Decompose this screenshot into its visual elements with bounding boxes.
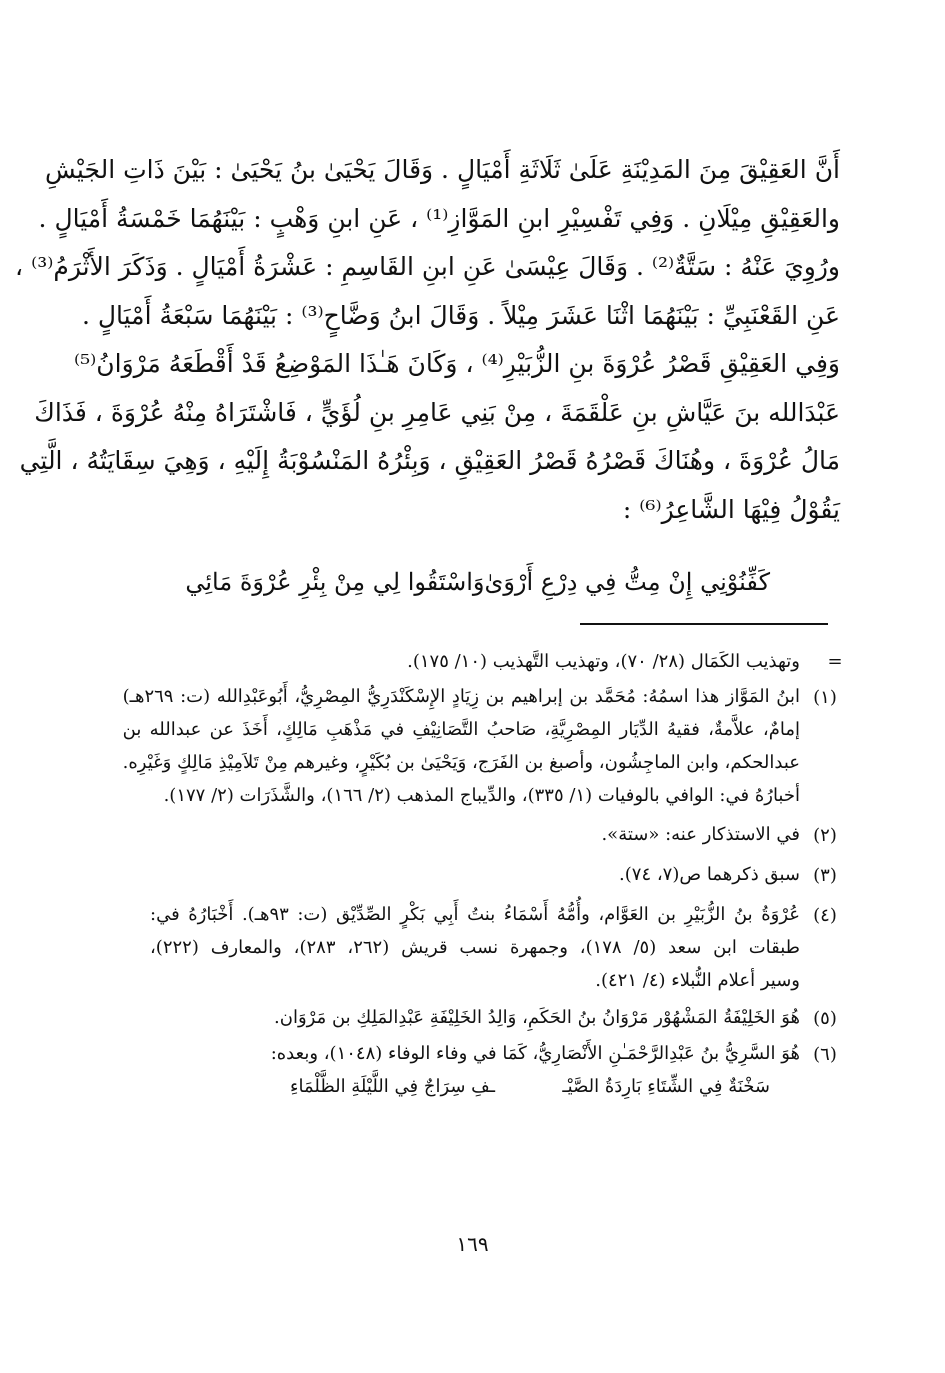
footnote-3 <box>150 858 850 894</box>
footnote-verse <box>290 1070 770 1103</box>
footnote-line: سبق ذكرهما ص(٧، ٧٤). <box>619 864 800 885</box>
footnote-line: أخبارُهُ في: الوافي بالوفيات (١/ ٣٣٥)، والدِّيباج المذهب (٢/ ١٦٦)، والشَّذَرَات (٢/ ١٧٧). <box>163 785 800 806</box>
footnote-line: عبدالحكم، وابن الماجِشُون، وأصبغ بن الفَرَج، وَيَحْيَىٰ بن بُكَيْرٍ، وغيرهم مِنْ تَلاَمِيْذِ مَالِكٍ وَغَيْرِه. <box>122 752 800 773</box>
verse-second-hemistich: وَاسْتَقُوا لِي مِنْ بِئْرِ عُرْوَةَ مَائِي <box>185 568 485 596</box>
page-number: ١٦٩ <box>456 1232 489 1256</box>
footnote-line: إمامٌ، علاَّمةٌ، فقيهُ الدِّيَار المِصْرِيَّةِ، صَاحبُ التَّصَانِيْفِ في مَذْهَبِ مَالِكٍ، أَخَذَ عن عبدالله بن <box>122 719 800 740</box>
footnote-line: هُوَ السَّرِيُّ بنُ عَبْدِالرَّحْمَـٰنِ الأَنْصَارِيُّ، كَمَا في وفاء الوفاء (١٠٤٨)، وبعده: <box>270 1043 800 1064</box>
footnote-separator <box>580 623 828 625</box>
main-text-block <box>15 146 840 534</box>
footnote-continuation <box>150 644 850 680</box>
main-text-line: وَفِي العَقِيْقِ قَصْرُ عُرْوَةَ بنِ الزُّبَيْرِ⁽⁴⁾ ، وَكَانَ هَـٰذَا المَوْضِعُ قَدْ أَقْطَعَهُ مَرْوَانُ⁽⁵⁾ <box>73 349 840 378</box>
footnote-verse-second-hemistich: ـفِ سِرَاجٌ فِي اللَّيْلَةِ الظَّلْمَاءِ <box>290 1076 496 1097</box>
footnote-number: (٦) <box>813 1044 837 1065</box>
footnote-5 <box>150 1001 850 1037</box>
footnote-number: (٤) <box>813 905 837 926</box>
main-text-line: يَقُوْلُ فِيْهَا الشَّاعِرُ⁽⁶⁾ : <box>622 494 840 524</box>
footnote-line: وسير أعلام النُّبلاء (٤/ ٤٢١). <box>595 970 800 991</box>
footnote-number: (٥) <box>813 1008 837 1029</box>
footnote-number: (٢) <box>813 825 837 846</box>
verse-first-hemistich: كَفِّنُوْنِي إِنْ مِتُّ فِي دِرْعِ أَرْوَىٰ <box>484 568 770 596</box>
continuation-text: وتهذيب الكَمَال (٢٨/ ٧٠)، وتهذيب التَّهذيب (١٠/ ١٧٥). <box>407 651 800 672</box>
main-text-line: ورُوِيَ عَنْهُ : سَتَّةٌ⁽²⁾ . وَقَالَ عِيْسَىٰ عَنِ ابنِ القَاسِمِ : عَشْرَةُ أَمْيَالٍ . وَذَكَرَ الأَثْرَمُ⁽³⁾ ، <box>15 252 840 281</box>
footnote-line: ابنُ المَوَّاز هذا اسمُهُ: مُحَمَّد بن إبراهيم بن زِيَادٍ الإِسْكَنْدَرِيُّ المِصْرِيُّ، أَبُوعَبْدِالله (ت: ٢٦٩هـ) <box>122 686 800 707</box>
main-text-line: عَنِ القَعْنَبِيِّ : بَيْنَهُمَا اثْنَا عَشَرَ مِيْلاً . وَقَالَ ابنُ وَضَّاحٍ⁽³⁾ : بَيْنَهُمَا سَبْعَةُ أَمْيَالٍ . <box>81 300 840 330</box>
footnote-1 <box>122 680 850 812</box>
footnote-verse-first-hemistich: سَخْنَةٌ فِي الشِّتَاءِ بَارِدَةُ الصَّيْـ <box>562 1076 770 1097</box>
footnotes-section <box>122 644 850 1103</box>
footnote-line: هُوَ الخَلِيْفَةُ المَشْهُوْر مَرْوَانُ بنُ الحَكَمِ، وَالِدُ الخَلِيْفَةِ عَبْدِالمَلِكِ بن مَرْوَان. <box>274 1007 800 1028</box>
main-text-line: أَنَّ العَقِيْقَ مِنَ المَدِيْنَةِ عَلَىٰ ثَلَاثَةِ أَمْيَالٍ . وَقَالَ يَحْيَىٰ بنُ يَحْيَىٰ : بَيْنَ ذَاتِ الجَيْشِ <box>45 155 840 184</box>
footnote-6 <box>150 1037 850 1103</box>
footnote-number: (٣) <box>813 865 837 886</box>
continuation-mark: = <box>827 651 843 672</box>
main-text-line: عَبْدَالله بنَ عَيَّاشِ بنِ عَلْقَمَةَ ، مِنْ بَنِي عَامِرِ بنِ لُؤَيٍّ ، فَاشْتَرَاهُ مِنْهُ عُرْوَةَ ، فَذَاكَ <box>34 397 840 427</box>
poetry-verse <box>185 562 770 602</box>
footnote-number: (١) <box>813 687 837 708</box>
footnote-2 <box>150 818 850 854</box>
footnote-line: طبقات ابن سعد (٥/ ١٧٨)، وجمهرة نسب قريش (٢٦٢، ٢٨٣)، والمعارف (٢٢٢)، <box>150 937 800 958</box>
main-text-line: والعَقِيْقِ مِيْلَانِ . وَفِي تَفْسِيْرِ ابنِ المَوَّازِ⁽¹⁾ ، عَنِ ابنِ وَهْبٍ : بَيْنَهُمَا خَمْسَةُ أَمْيَالٍ . <box>38 203 840 233</box>
main-text-line: مَالُ عُرْوَةَ ، وهُنَاكَ قَصْرُهُ قَصْرُ العَقِيْقِ ، وَبِئْرُهُ المَنْسُوْبَةُ إِلَيْهِ ، وَهِيَ سِقَايَتُهُ ، الَّتِي <box>19 446 840 475</box>
footnote-line: في الاستذكار عنه: «ستة». <box>601 824 800 845</box>
footnote-line: عُرْوَةُ بنُ الزُّبَيْرِ بن العَوَّام، وأُمُّهُ أَسْمَاءُ بنتُ أَبِي بَكْرٍ الصِّدِّيْق (ت: ٩٣هـ). أَخْبَارُهُ في: <box>150 904 800 925</box>
footnote-4 <box>150 898 850 997</box>
